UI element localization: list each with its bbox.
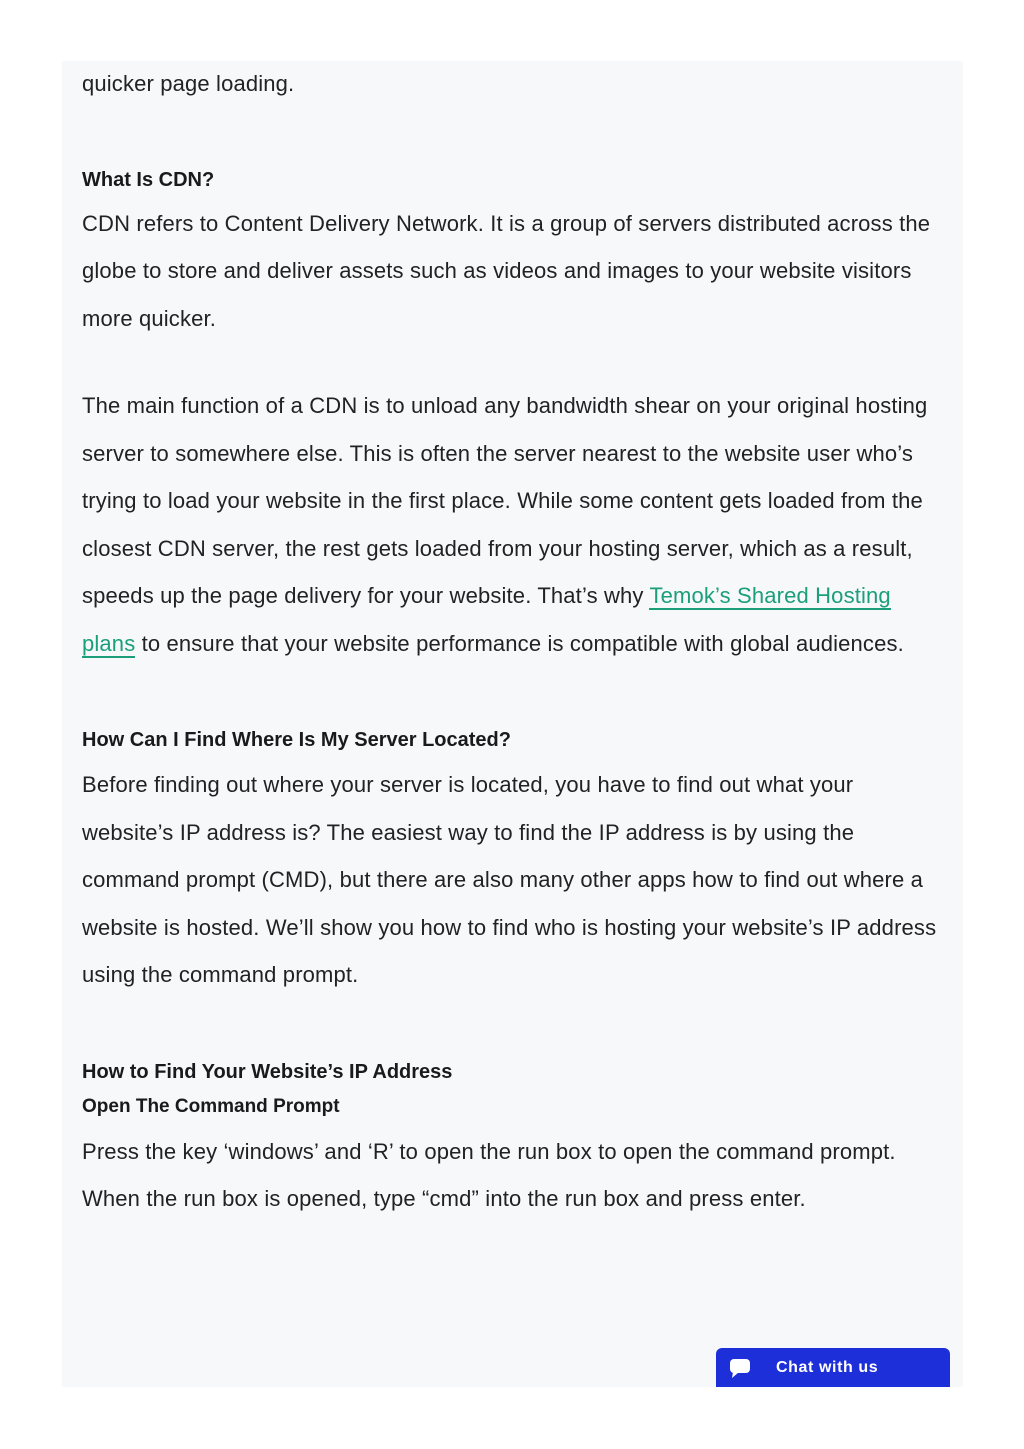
chat-label: Chat with us (776, 1358, 879, 1376)
command-prompt-paragraph: Press the key ‘windows’ and ‘R’ to open the run box to open the command prompt. When the run box is opened, type “cmd” into the run box and press enter. (82, 1138, 896, 1211)
shared-hosting-plans-link[interactable]: Temok’s Shared Hosting plans (82, 583, 891, 656)
server-location-paragraph: Before finding out where your server is located, you have to find out what your website’s IP address is? The easiest way to find the IP address is by using the command prompt (CMD), but there are also many other apps how to find out where a website is hosted. We’ll show you how to find who is hosting your website’s IP address using the command prompt. (82, 772, 937, 987)
open-command-prompt-subheading: Open The Command Prompt (82, 1095, 340, 1117)
cdn-definition-paragraph: CDN refers to Content Delivery Network. It is a group of servers distributed across the globe to store and deliver assets such as videos and images to your website visitors more quicker. (82, 210, 931, 331)
what-is-cdn-heading: What Is CDN? (82, 168, 215, 191)
cdn-function-text: The main function of a CDN is to unload any bandwidth shear on your original hosting server to somewhere else. This is often the server nearest to the website user who’s trying to load your website in the first place. While some content gets loaded from the closest CDN server, the rest gets loaded from your hosting server, which as a result, speeds up the page delivery for your website. That’s why (82, 393, 928, 608)
cdn-function-paragraph (82, 382, 942, 667)
chat-bubble-icon (729, 1357, 751, 1379)
intro-tail-paragraph: quicker page loading. (82, 71, 295, 96)
article-content (82, 61, 942, 1223)
server-location-heading: How Can I Find Where Is My Server Located? (82, 729, 511, 751)
find-ip-heading: How to Find Your Website’s IP Address (82, 1060, 453, 1083)
cdn-function-text-end: to ensure that your website performance is compatible with global audiences. (135, 630, 904, 656)
article-panel (62, 61, 963, 1387)
chat-with-us-button[interactable] (716, 1348, 950, 1387)
